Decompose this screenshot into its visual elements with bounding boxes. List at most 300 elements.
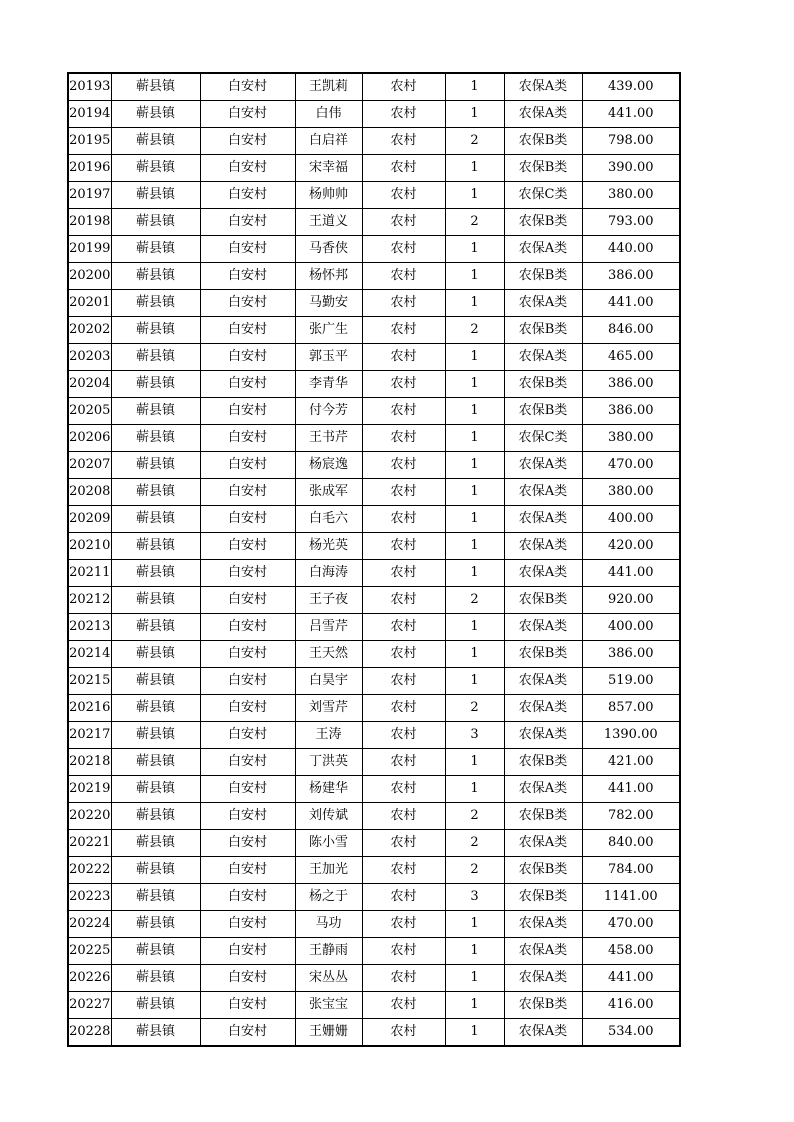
household-type-cell: 农村: [362, 830, 445, 857]
row-id-cell: 20212: [68, 587, 111, 614]
category-cell: 农保A类: [504, 830, 582, 857]
category-cell: 农保B类: [504, 398, 582, 425]
amount-cell: 420.00: [582, 533, 680, 560]
member-count-cell: 1: [445, 479, 504, 506]
member-count-cell: 1: [445, 263, 504, 290]
amount-cell: 784.00: [582, 857, 680, 884]
name-cell: 宋丛丛: [295, 965, 362, 992]
table-row: [68, 209, 680, 236]
town-cell: 蕲县镇: [111, 938, 200, 965]
amount-cell: 441.00: [582, 965, 680, 992]
member-count-cell: 1: [445, 101, 504, 128]
name-cell: 李青华: [295, 371, 362, 398]
category-cell: 农保A类: [504, 938, 582, 965]
household-type-cell: 农村: [362, 73, 445, 101]
table-row: [68, 857, 680, 884]
name-cell: 王姗姗: [295, 1019, 362, 1047]
town-cell: 蕲县镇: [111, 182, 200, 209]
table-row: [68, 398, 680, 425]
category-cell: 农保A类: [504, 722, 582, 749]
member-count-cell: 1: [445, 73, 504, 101]
table-row: [68, 614, 680, 641]
town-cell: 蕲县镇: [111, 371, 200, 398]
village-cell: 白安村: [200, 290, 295, 317]
table-row: [68, 695, 680, 722]
category-cell: 农保A类: [504, 236, 582, 263]
village-cell: 白安村: [200, 317, 295, 344]
town-cell: 蕲县镇: [111, 641, 200, 668]
category-cell: 农保B类: [504, 317, 582, 344]
town-cell: 蕲县镇: [111, 128, 200, 155]
row-id-cell: 20227: [68, 992, 111, 1019]
table-row: [68, 965, 680, 992]
row-id-cell: 20218: [68, 749, 111, 776]
town-cell: 蕲县镇: [111, 263, 200, 290]
name-cell: 丁洪英: [295, 749, 362, 776]
village-cell: 白安村: [200, 371, 295, 398]
village-cell: 白安村: [200, 668, 295, 695]
row-id-cell: 20223: [68, 884, 111, 911]
row-id-cell: 20225: [68, 938, 111, 965]
name-cell: 王涛: [295, 722, 362, 749]
name-cell: 杨光英: [295, 533, 362, 560]
table-row: [68, 668, 680, 695]
name-cell: 宋幸福: [295, 155, 362, 182]
amount-cell: 1390.00: [582, 722, 680, 749]
household-type-cell: 农村: [362, 398, 445, 425]
amount-cell: 386.00: [582, 371, 680, 398]
row-id-cell: 20213: [68, 614, 111, 641]
name-cell: 杨建华: [295, 776, 362, 803]
town-cell: 蕲县镇: [111, 155, 200, 182]
member-count-cell: 1: [445, 506, 504, 533]
town-cell: 蕲县镇: [111, 614, 200, 641]
name-cell: 杨宸逸: [295, 452, 362, 479]
town-cell: 蕲县镇: [111, 911, 200, 938]
household-type-cell: 农村: [362, 128, 445, 155]
member-count-cell: 1: [445, 344, 504, 371]
village-cell: 白安村: [200, 479, 295, 506]
amount-cell: 857.00: [582, 695, 680, 722]
village-cell: 白安村: [200, 965, 295, 992]
village-cell: 白安村: [200, 128, 295, 155]
category-cell: 农保B类: [504, 155, 582, 182]
member-count-cell: 1: [445, 533, 504, 560]
town-cell: 蕲县镇: [111, 749, 200, 776]
member-count-cell: 1: [445, 236, 504, 263]
name-cell: 白伟: [295, 101, 362, 128]
row-id-cell: 20204: [68, 371, 111, 398]
table-row: [68, 560, 680, 587]
amount-cell: 519.00: [582, 668, 680, 695]
amount-cell: 400.00: [582, 506, 680, 533]
member-count-cell: 1: [445, 452, 504, 479]
category-cell: 农保A类: [504, 533, 582, 560]
row-id-cell: 20214: [68, 641, 111, 668]
amount-cell: 416.00: [582, 992, 680, 1019]
name-cell: 郭玉平: [295, 344, 362, 371]
town-cell: 蕲县镇: [111, 803, 200, 830]
table-row: [68, 830, 680, 857]
village-cell: 白安村: [200, 155, 295, 182]
category-cell: 农保A类: [504, 479, 582, 506]
household-type-cell: 农村: [362, 776, 445, 803]
household-type-cell: 农村: [362, 803, 445, 830]
name-cell: 王凯莉: [295, 73, 362, 101]
name-cell: 马勤安: [295, 290, 362, 317]
amount-cell: 441.00: [582, 290, 680, 317]
row-id-cell: 20222: [68, 857, 111, 884]
category-cell: 农保A类: [504, 73, 582, 101]
category-cell: 农保B类: [504, 884, 582, 911]
category-cell: 农保B类: [504, 587, 582, 614]
village-cell: 白安村: [200, 857, 295, 884]
row-id-cell: 20224: [68, 911, 111, 938]
category-cell: 农保A类: [504, 614, 582, 641]
name-cell: 张广生: [295, 317, 362, 344]
household-type-cell: 农村: [362, 182, 445, 209]
household-type-cell: 农村: [362, 614, 445, 641]
member-count-cell: 1: [445, 641, 504, 668]
member-count-cell: 1: [445, 371, 504, 398]
village-cell: 白安村: [200, 695, 295, 722]
household-type-cell: 农村: [362, 344, 445, 371]
amount-cell: 440.00: [582, 236, 680, 263]
household-type-cell: 农村: [362, 236, 445, 263]
town-cell: 蕲县镇: [111, 992, 200, 1019]
category-cell: 农保B类: [504, 803, 582, 830]
town-cell: 蕲县镇: [111, 479, 200, 506]
table-row: [68, 128, 680, 155]
name-cell: 杨帅帅: [295, 182, 362, 209]
category-cell: 农保B类: [504, 371, 582, 398]
amount-cell: 846.00: [582, 317, 680, 344]
row-id-cell: 20199: [68, 236, 111, 263]
amount-cell: 439.00: [582, 73, 680, 101]
town-cell: 蕲县镇: [111, 236, 200, 263]
household-type-cell: 农村: [362, 155, 445, 182]
row-id-cell: 20194: [68, 101, 111, 128]
household-type-cell: 农村: [362, 101, 445, 128]
member-count-cell: 2: [445, 830, 504, 857]
row-id-cell: 20215: [68, 668, 111, 695]
row-id-cell: 20211: [68, 560, 111, 587]
member-count-cell: 2: [445, 857, 504, 884]
household-type-cell: 农村: [362, 479, 445, 506]
town-cell: 蕲县镇: [111, 290, 200, 317]
table-row: [68, 722, 680, 749]
village-cell: 白安村: [200, 101, 295, 128]
town-cell: 蕲县镇: [111, 425, 200, 452]
household-type-cell: 农村: [362, 722, 445, 749]
member-count-cell: 1: [445, 614, 504, 641]
category-cell: 农保B类: [504, 263, 582, 290]
amount-cell: 793.00: [582, 209, 680, 236]
table-body: [68, 73, 680, 1046]
town-cell: 蕲县镇: [111, 101, 200, 128]
amount-cell: 380.00: [582, 479, 680, 506]
category-cell: 农保A类: [504, 695, 582, 722]
table-row: [68, 506, 680, 533]
table-row: [68, 101, 680, 128]
member-count-cell: 2: [445, 587, 504, 614]
category-cell: 农保A类: [504, 668, 582, 695]
town-cell: 蕲县镇: [111, 533, 200, 560]
member-count-cell: 2: [445, 803, 504, 830]
member-count-cell: 3: [445, 884, 504, 911]
member-count-cell: 2: [445, 317, 504, 344]
category-cell: 农保A类: [504, 290, 582, 317]
household-type-cell: 农村: [362, 749, 445, 776]
amount-cell: 534.00: [582, 1019, 680, 1047]
category-cell: 农保B类: [504, 209, 582, 236]
village-cell: 白安村: [200, 506, 295, 533]
village-cell: 白安村: [200, 533, 295, 560]
table-row: [68, 317, 680, 344]
category-cell: 农保A类: [504, 101, 582, 128]
row-id-cell: 20203: [68, 344, 111, 371]
category-cell: 农保C类: [504, 182, 582, 209]
row-id-cell: 20226: [68, 965, 111, 992]
village-cell: 白安村: [200, 938, 295, 965]
name-cell: 白昊宇: [295, 668, 362, 695]
table-row: [68, 533, 680, 560]
name-cell: 白海涛: [295, 560, 362, 587]
amount-cell: 441.00: [582, 560, 680, 587]
household-type-cell: 农村: [362, 911, 445, 938]
household-type-cell: 农村: [362, 641, 445, 668]
village-cell: 白安村: [200, 641, 295, 668]
amount-cell: 441.00: [582, 776, 680, 803]
town-cell: 蕲县镇: [111, 209, 200, 236]
data-table: [67, 72, 681, 1047]
household-type-cell: 农村: [362, 560, 445, 587]
amount-cell: 386.00: [582, 398, 680, 425]
village-cell: 白安村: [200, 884, 295, 911]
village-cell: 白安村: [200, 830, 295, 857]
category-cell: 农保B类: [504, 641, 582, 668]
member-count-cell: 1: [445, 911, 504, 938]
name-cell: 王天然: [295, 641, 362, 668]
member-count-cell: 1: [445, 155, 504, 182]
category-cell: 农保A类: [504, 1019, 582, 1047]
row-id-cell: 20197: [68, 182, 111, 209]
table-row: [68, 641, 680, 668]
household-type-cell: 农村: [362, 938, 445, 965]
row-id-cell: 20207: [68, 452, 111, 479]
village-cell: 白安村: [200, 182, 295, 209]
town-cell: 蕲县镇: [111, 73, 200, 101]
name-cell: 马香侠: [295, 236, 362, 263]
town-cell: 蕲县镇: [111, 506, 200, 533]
row-id-cell: 20221: [68, 830, 111, 857]
town-cell: 蕲县镇: [111, 668, 200, 695]
village-cell: 白安村: [200, 722, 295, 749]
name-cell: 王道义: [295, 209, 362, 236]
household-type-cell: 农村: [362, 965, 445, 992]
row-id-cell: 20210: [68, 533, 111, 560]
table-row: [68, 155, 680, 182]
name-cell: 吕雪芹: [295, 614, 362, 641]
category-cell: 农保A类: [504, 452, 582, 479]
member-count-cell: 2: [445, 128, 504, 155]
village-cell: 白安村: [200, 560, 295, 587]
household-type-cell: 农村: [362, 857, 445, 884]
name-cell: 陈小雪: [295, 830, 362, 857]
member-count-cell: 1: [445, 290, 504, 317]
household-type-cell: 农村: [362, 587, 445, 614]
town-cell: 蕲县镇: [111, 317, 200, 344]
household-type-cell: 农村: [362, 290, 445, 317]
town-cell: 蕲县镇: [111, 884, 200, 911]
name-cell: 付今芳: [295, 398, 362, 425]
amount-cell: 470.00: [582, 911, 680, 938]
member-count-cell: 1: [445, 668, 504, 695]
table-row: [68, 911, 680, 938]
name-cell: 张宝宝: [295, 992, 362, 1019]
amount-cell: 390.00: [582, 155, 680, 182]
town-cell: 蕲县镇: [111, 452, 200, 479]
household-type-cell: 农村: [362, 992, 445, 1019]
town-cell: 蕲县镇: [111, 398, 200, 425]
table-row: [68, 290, 680, 317]
row-id-cell: 20209: [68, 506, 111, 533]
name-cell: 刘传斌: [295, 803, 362, 830]
village-cell: 白安村: [200, 749, 295, 776]
name-cell: 王静雨: [295, 938, 362, 965]
household-type-cell: 农村: [362, 263, 445, 290]
village-cell: 白安村: [200, 398, 295, 425]
amount-cell: 458.00: [582, 938, 680, 965]
member-count-cell: 1: [445, 776, 504, 803]
table-row: [68, 452, 680, 479]
amount-cell: 380.00: [582, 182, 680, 209]
table-row: [68, 182, 680, 209]
table-row: [68, 425, 680, 452]
town-cell: 蕲县镇: [111, 965, 200, 992]
amount-cell: 798.00: [582, 128, 680, 155]
town-cell: 蕲县镇: [111, 722, 200, 749]
category-cell: 农保A类: [504, 911, 582, 938]
table-row: [68, 371, 680, 398]
member-count-cell: 1: [445, 1019, 504, 1047]
name-cell: 张成军: [295, 479, 362, 506]
village-cell: 白安村: [200, 209, 295, 236]
table-row: [68, 236, 680, 263]
row-id-cell: 20206: [68, 425, 111, 452]
village-cell: 白安村: [200, 911, 295, 938]
village-cell: 白安村: [200, 776, 295, 803]
name-cell: 马功: [295, 911, 362, 938]
village-cell: 白安村: [200, 587, 295, 614]
table-row: [68, 884, 680, 911]
village-cell: 白安村: [200, 73, 295, 101]
household-type-cell: 农村: [362, 371, 445, 398]
town-cell: 蕲县镇: [111, 695, 200, 722]
table-row: [68, 587, 680, 614]
amount-cell: 380.00: [582, 425, 680, 452]
village-cell: 白安村: [200, 236, 295, 263]
category-cell: 农保B类: [504, 857, 582, 884]
household-type-cell: 农村: [362, 1019, 445, 1047]
row-id-cell: 20200: [68, 263, 111, 290]
amount-cell: 400.00: [582, 614, 680, 641]
table-row: [68, 1019, 680, 1047]
name-cell: 王书芹: [295, 425, 362, 452]
row-id-cell: 20198: [68, 209, 111, 236]
table-row: [68, 776, 680, 803]
town-cell: 蕲县镇: [111, 587, 200, 614]
member-count-cell: 1: [445, 398, 504, 425]
village-cell: 白安村: [200, 425, 295, 452]
name-cell: 王加光: [295, 857, 362, 884]
row-id-cell: 20201: [68, 290, 111, 317]
village-cell: 白安村: [200, 1019, 295, 1047]
table-row: [68, 344, 680, 371]
household-type-cell: 农村: [362, 533, 445, 560]
household-type-cell: 农村: [362, 668, 445, 695]
category-cell: 农保B类: [504, 128, 582, 155]
category-cell: 农保B类: [504, 992, 582, 1019]
name-cell: 杨怀邦: [295, 263, 362, 290]
category-cell: 农保A类: [504, 344, 582, 371]
village-cell: 白安村: [200, 992, 295, 1019]
member-count-cell: 3: [445, 722, 504, 749]
member-count-cell: 2: [445, 695, 504, 722]
amount-cell: 782.00: [582, 803, 680, 830]
member-count-cell: 1: [445, 182, 504, 209]
household-type-cell: 农村: [362, 425, 445, 452]
row-id-cell: 20202: [68, 317, 111, 344]
amount-cell: 1141.00: [582, 884, 680, 911]
member-count-cell: 2: [445, 209, 504, 236]
household-type-cell: 农村: [362, 209, 445, 236]
row-id-cell: 20195: [68, 128, 111, 155]
name-cell: 王子夜: [295, 587, 362, 614]
town-cell: 蕲县镇: [111, 560, 200, 587]
category-cell: 农保A类: [504, 560, 582, 587]
amount-cell: 421.00: [582, 749, 680, 776]
row-id-cell: 20196: [68, 155, 111, 182]
category-cell: 农保A类: [504, 506, 582, 533]
row-id-cell: 20228: [68, 1019, 111, 1047]
village-cell: 白安村: [200, 263, 295, 290]
town-cell: 蕲县镇: [111, 344, 200, 371]
town-cell: 蕲县镇: [111, 1019, 200, 1047]
town-cell: 蕲县镇: [111, 830, 200, 857]
member-count-cell: 1: [445, 749, 504, 776]
village-cell: 白安村: [200, 344, 295, 371]
member-count-cell: 1: [445, 992, 504, 1019]
category-cell: 农保A类: [504, 776, 582, 803]
member-count-cell: 1: [445, 965, 504, 992]
category-cell: 农保A类: [504, 965, 582, 992]
row-id-cell: 20193: [68, 73, 111, 101]
amount-cell: 840.00: [582, 830, 680, 857]
category-cell: 农保C类: [504, 425, 582, 452]
name-cell: 白启祥: [295, 128, 362, 155]
table-row: [68, 992, 680, 1019]
table-row: [68, 479, 680, 506]
name-cell: 白毛六: [295, 506, 362, 533]
table-row: [68, 73, 680, 101]
row-id-cell: 20219: [68, 776, 111, 803]
amount-cell: 465.00: [582, 344, 680, 371]
household-type-cell: 农村: [362, 452, 445, 479]
member-count-cell: 1: [445, 425, 504, 452]
village-cell: 白安村: [200, 452, 295, 479]
town-cell: 蕲县镇: [111, 776, 200, 803]
